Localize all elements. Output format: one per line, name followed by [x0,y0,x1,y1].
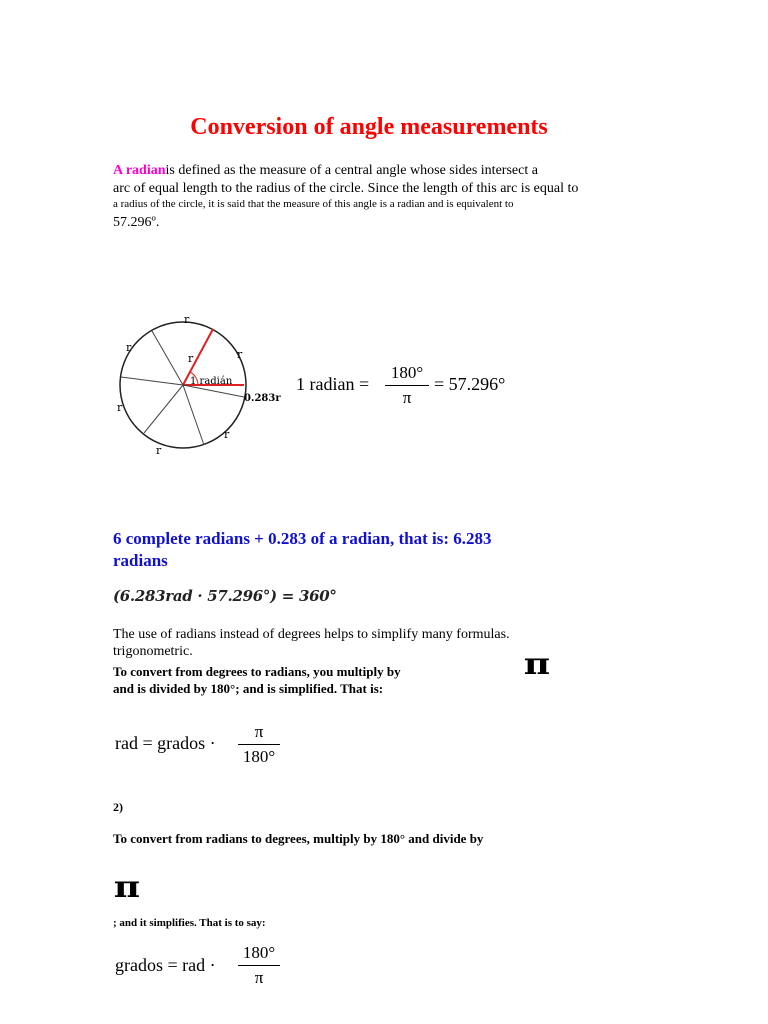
radius-line-3 [144,385,183,433]
formula3-fraction-bar [238,965,280,966]
radius-line-1 [152,331,183,385]
section2-heading-line-1: 6 complete radians + 0.283 of a radian, that is: 6.283 [113,529,492,548]
pi-symbol-1: π [523,647,551,682]
section2-heading-line-2: radians [113,551,168,570]
formula1-rhs: = 57.296° [434,374,506,394]
radius-line-4 [183,385,204,445]
formula3-fraction [238,943,280,988]
intro-line-1-text: is defined as the measure of a central angle whose sides intersect a [165,163,538,178]
section2-equation: (6.283rad · 57.296°) = 360° [113,587,337,605]
radian-highlight: A radian [113,163,166,178]
section4-number: 2) [113,800,123,814]
intro-line-2: arc of equal length to the radius of the circle. Since the length of this arc is equal to [113,181,579,196]
formula1-denominator: π [402,388,412,407]
radian-circle-figure [110,312,295,462]
intro-line-3: a radius of the circle, it is said that the measure of this angle is a radian and is equivalent to [113,198,514,210]
radius-label-upper-left: r [126,341,132,354]
radius-line-2 [121,377,183,385]
formula3-denominator: π [254,968,264,987]
formula1-numerator: 180° [390,363,424,382]
section3-bold-2: and is divided by 180°; and is simplified. That is: [113,681,384,696]
remainder-label: 0.283r [244,393,281,404]
intro-line-4: 57.296º. [113,215,160,230]
section4-text: To convert from radians to degrees, multiply by 180° and divide by [113,831,484,846]
formula2-fraction [238,722,280,767]
formula3-numerator: 180° [242,943,276,962]
radius-label-bottom: r [156,444,162,457]
pi-symbol-2: π [113,870,141,905]
formula2-numerator: π [254,722,264,741]
page-title: Conversion of angle measurements [190,114,548,140]
formula2-denominator: 180° [242,747,276,766]
section3-line-1: The use of radians instead of degrees helps to simplify many formulas. [113,627,510,642]
formula2-lhs: rad = grados · [115,733,216,753]
radius-label-top: r [184,313,190,326]
formula1-fraction [385,363,429,408]
section3-line-2: trigonometric. [113,644,193,659]
section4-tail: ; and it simplifies. That is to say: [113,917,266,929]
radius-label-left: r [117,401,123,414]
section3-bold-1: To convert from degrees to radians, you multiply by [113,664,401,679]
formula3-lhs: grados = rad · [115,955,216,975]
radius-label-lower-right: r [224,428,230,441]
intro-line-1 [113,162,538,179]
formula2-fraction-bar [238,744,280,745]
formula1-fraction-bar [385,385,429,386]
formula1-lhs: 1 radian = [296,374,370,394]
angle-label: 1 radián [190,376,233,387]
section2-heading [113,528,553,572]
radius-label-inner: r [188,352,194,365]
radius-label-right: r [237,348,243,361]
